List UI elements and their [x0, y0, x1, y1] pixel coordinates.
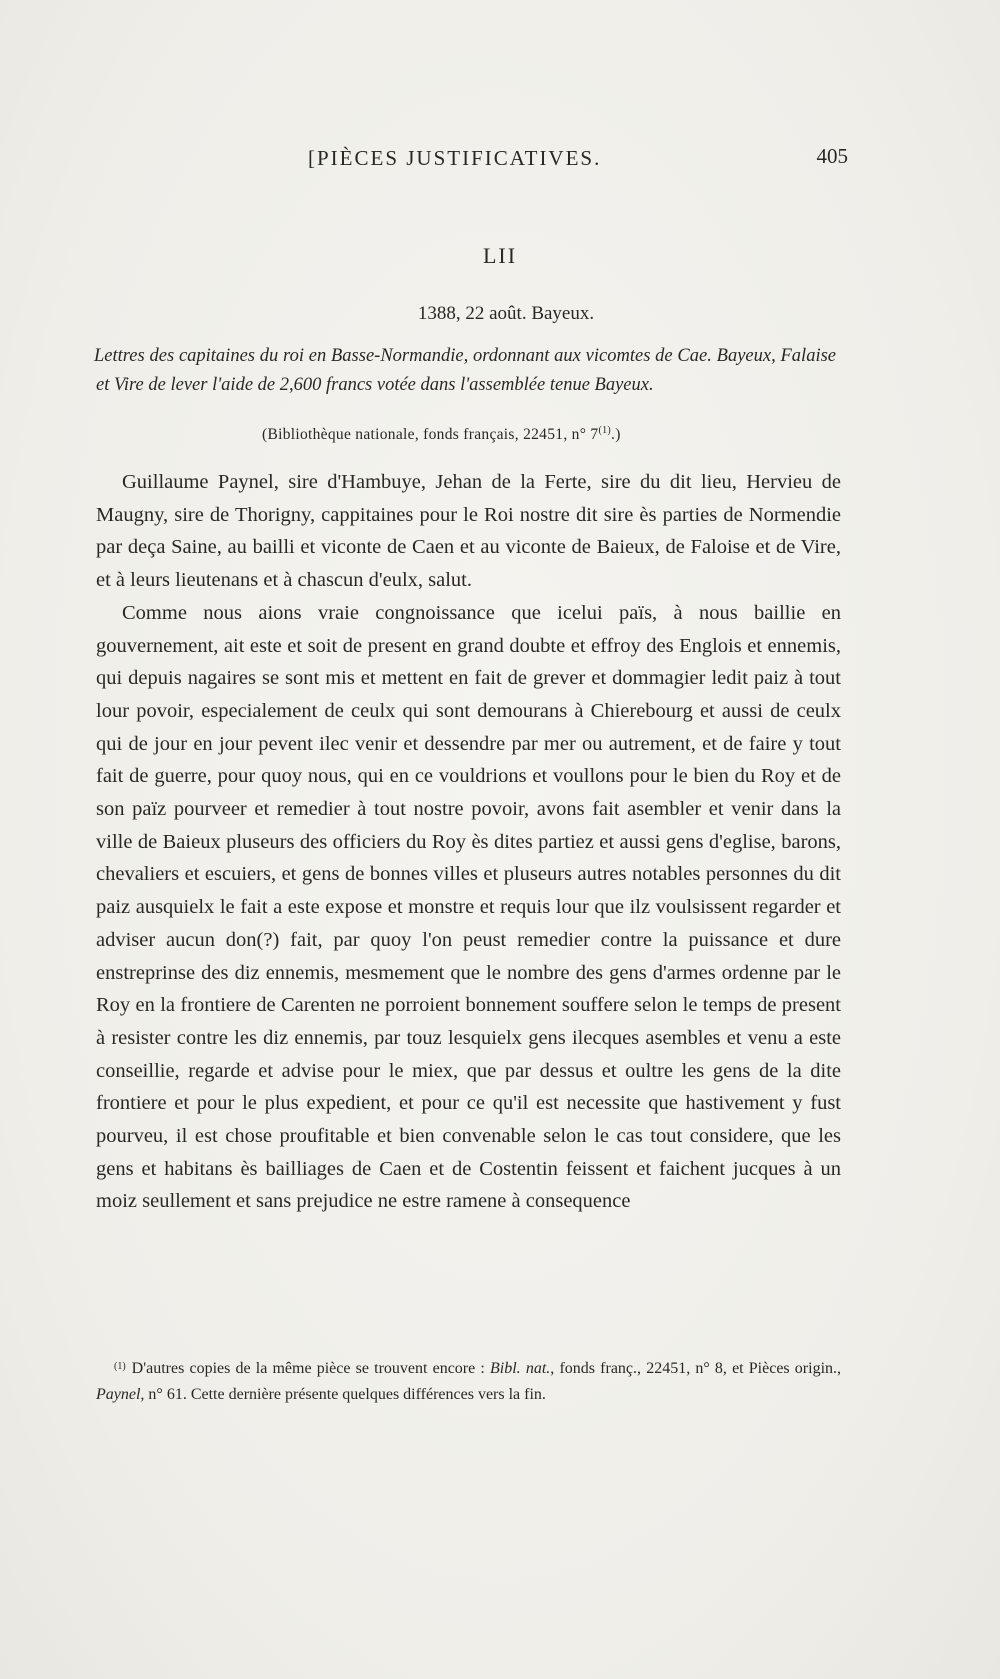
page-header: [96, 144, 848, 174]
body-paragraph-2: Comme nous aions vraie congnoissance que icelui païs, à nous baillie en gouvernement, ait este et soit de present en grand doubte et effroy des Englois et ennemis, qui depuis nagaires se sont mis et mettent en fait de grever et dommagier ledit paiz à tout lour povoir, especialement de ceulx qui sont demourans à Chierebourg et aussi de ceulx qui de jour en jour pevent ilec venir et dessendre par mer ou autrement, et de faire y tout fait de guerre, pour quoy nous, qui en ce vouldrions et voullons pour le bien du Roy et de son païz pourveer et remedier à tout nostre povoir, avons fait asembler et venir dans la ville de Baieux pluseurs des officiers du Roy ès dites partiez et aussi gens d'eglise, barons, chevaliers et escuiers, et gens de bonnes villes et pluseurs autres notables personnes du dit paiz ausquielx le fait a este expose et monstre et requis lour que ilz voulsissent regarder et adviser aucun don(?) fait, par quoy l'on peust remedier contre la puissance et dure enstreprinse des diz ennemis, mesmement que le nombre des gens d'armes ordenne par le Roy en la frontiere de Carenten ne porroient bonnement souffere selon le temps de present à resister contre les diz ennemis, par touz lesquielx gens ilecques asembles et venu a este conseillie, regarde et advise pour le miex, que par dessus et oultre les gens de la dite frontiere et pour le plus expedient, et pour ce qu'il est necessite que hastivement y fust pourveu, il est chose proufitable et bien convenable selon le cas tout considere, que les gens et habitans ès bailliages de Caen et de Costentin feissent et faichent jucques à un moiz seullement et sans prejudice ne estre ramene à consequence: [96, 601, 841, 1213]
footnote-text-3: n° 61. Cette dernière présente quelques différences vers la fin.: [148, 1386, 546, 1403]
footnote-reference: (1): [598, 425, 612, 436]
footnote-1: [96, 1354, 841, 1408]
page-number: 405: [816, 144, 848, 168]
document-number: LII: [482, 243, 518, 268]
footnote-italic-2: Paynel,: [96, 1386, 145, 1403]
running-title: [PIÈCES JUSTIFICATIVES.: [308, 146, 602, 170]
footnote-text-2: , fonds franç., 22451, n° 8, et Pièces origin.,: [550, 1360, 842, 1377]
document-dateline: 1388, 22 août. Bayeux.: [417, 303, 595, 324]
body-paragraph-1: Guillaume Paynel, sire d'Hambuye, Jehan de la Ferte, sire du dit lieu, Hervieu de Maugny, sire de Thorigny, cappitaines pour le Roi nostre dit sire ès parties de Normendie par deça Saine, au bailli et viconte de Caen et au viconte de Baieux, de Faloise et de Vire, et à leurs lieutenans et à chascun d'eulx, salut.: [96, 471, 841, 592]
footnote-italic-1: Bibl. nat.: [490, 1360, 551, 1377]
source-text: (Bibliothèque nationale, fonds français, 22451, n° 7: [262, 426, 599, 444]
source-close: .): [611, 426, 621, 444]
document-summary: Lettres des capitaines du roi en Basse-Normandie, ordonnant aux vicomtes de Cae. Bayeux, Falaise et Vire de lever l'aide de 2,600 francs votée dans l'assemblée tenue Bayeux.: [94, 346, 836, 395]
letter-body: [96, 466, 841, 1218]
footnotes: [96, 1354, 841, 1408]
footnote-text-1: D'autres copies de la même pièce se trouvent encore :: [131, 1360, 485, 1377]
source-citation: [262, 425, 621, 444]
footnote-mark: (1): [114, 1361, 126, 1372]
